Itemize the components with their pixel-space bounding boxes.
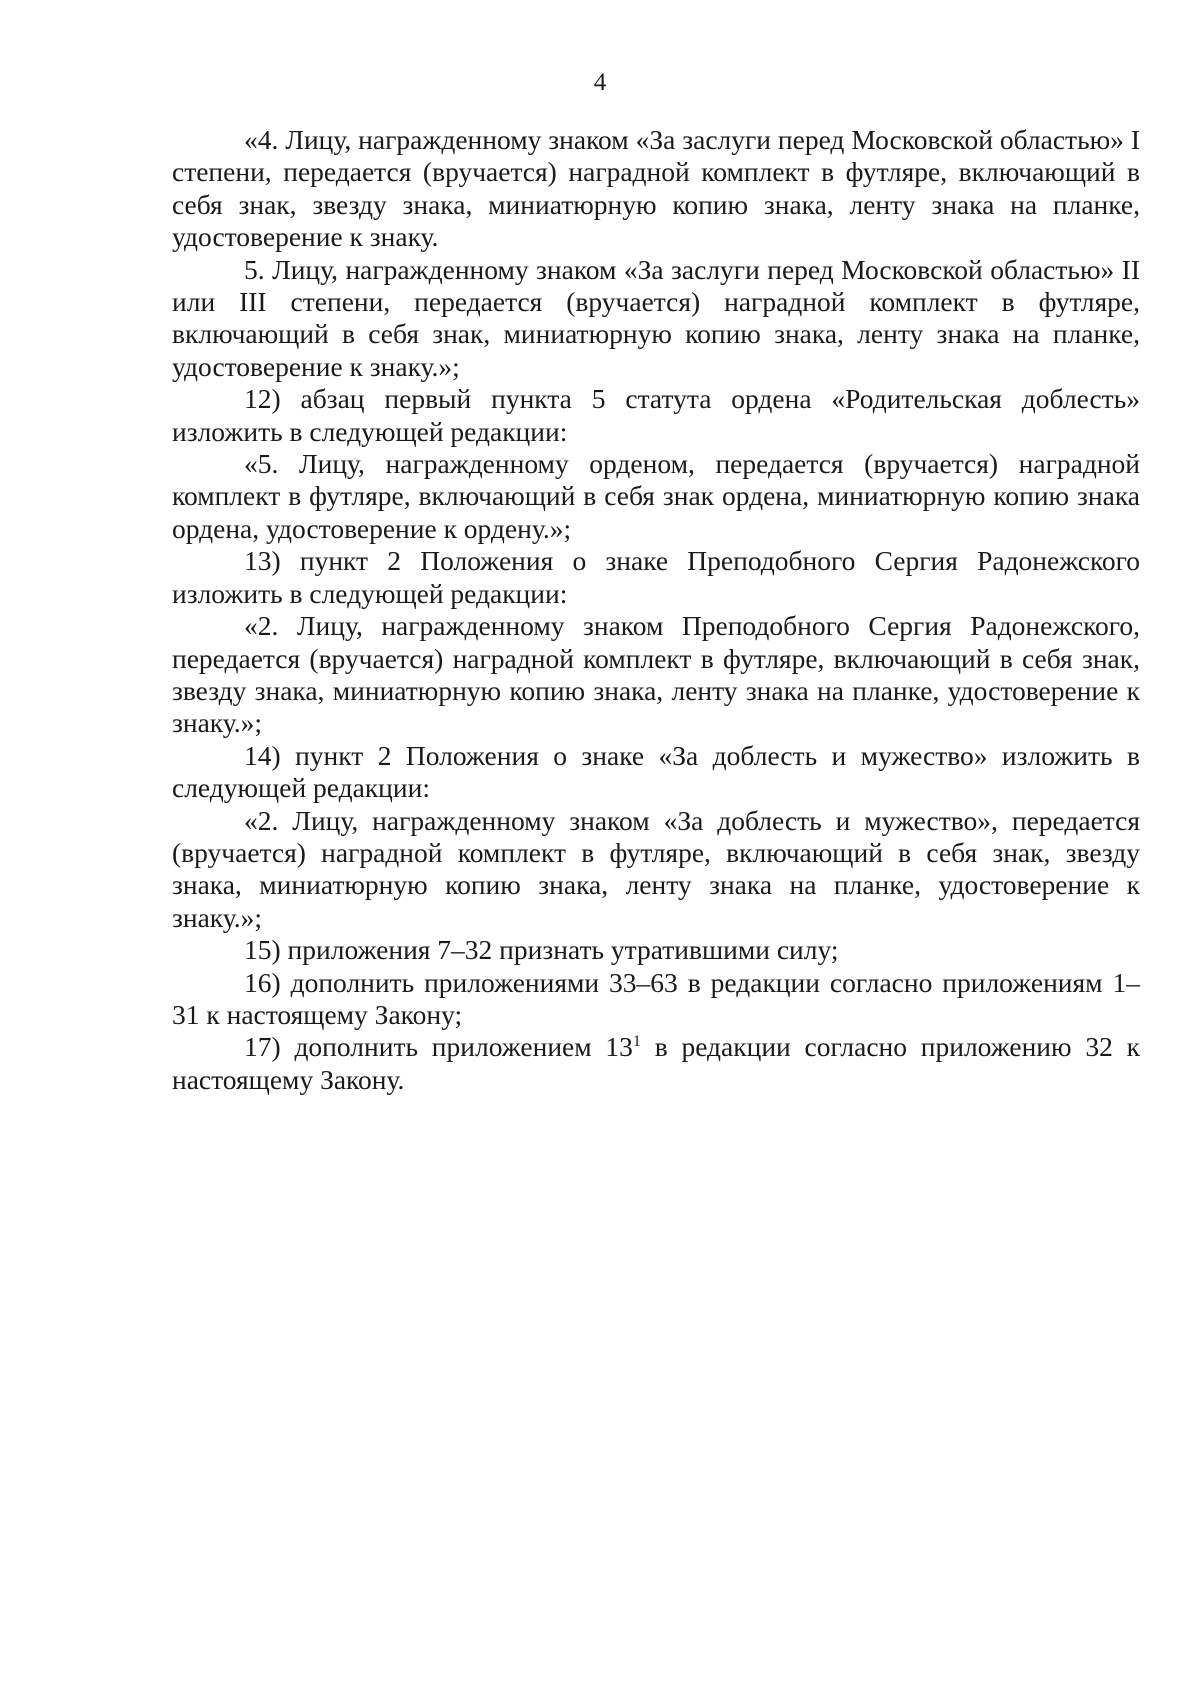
paragraph-amendment-16: 16) дополнить приложениями 33–63 в редакции согласно приложениям 1–31 к настоящему Закону; xyxy=(172,966,1140,1030)
paragraph-amendment-14: 14) пункт 2 Положения о знаке «За доблесть и мужество» изложить в следующей редакции: xyxy=(172,739,1140,804)
paragraph-item-4: «4. Лицу, награжденному знаком «За заслуги перед Московской областью» I степени, передается (вручается) наградной комплект в футляре, включающий в себя знак, звезду знака, миниатюрную копию знака, ленту знака на планке, удостоверение к знаку. xyxy=(172,124,1140,253)
paragraph-amendment-13: 13) пункт 2 Положения о знаке Преподобного Сергия Радонежского изложить в следующей редакции: xyxy=(172,545,1140,609)
page-number: 4 xyxy=(593,69,607,96)
paragraph-17-text-before: 17) дополнить приложением 13 xyxy=(244,1031,633,1063)
paragraph-amendment-15: 15) приложения 7–32 признать утратившими силу; xyxy=(244,934,839,966)
paragraph-quoted-sergius-2: «2. Лицу, награжденному знаком Преподобного Сергия Радонежского, передается (вручается) наградной комплект в футляре, включающий в себя знак, звезду знака, миниатюрную копию знака, ленту знака на планке, удостоверение к знаку.»; xyxy=(172,610,1140,739)
superscript-index: 1 xyxy=(632,1033,641,1051)
paragraph-amendment-17 xyxy=(172,1031,1140,1096)
paragraph-quoted-order-5: «5. Лицу, награжденному орденом, передается (вручается) наградной комплект в футляре, включающий в себя знак ордена, миниатюрную копию знака ордена, удостоверение к ордену.»; xyxy=(172,448,1140,544)
document-body xyxy=(172,124,1140,1096)
paragraph-quoted-valor-2: «2. Лицу, награжденному знаком «За доблесть и мужество», передается (вручается) наградной комплект в футляре, включающий в себя знак, звезду знака, миниатюрную копию знака, ленту знака на планке, удостоверение к знаку.»; xyxy=(172,804,1140,933)
paragraph-amendment-12: 12) абзац первый пункта 5 статута ордена «Родительская доблесть» изложить в следующей редакции: xyxy=(172,383,1140,447)
paragraph-17-text-after: в редакции согласно приложению 32 к настоящему Закону. xyxy=(172,1031,1140,1095)
paragraph-item-5: 5. Лицу, награжденному знаком «За заслуги перед Московской областью» II или III степени, передается (вручается) наградной комплект в футляре, включающий в себя знак, миниатюрную копию знака, ленту знака на планке, удостоверение к знаку.»; xyxy=(172,253,1140,382)
